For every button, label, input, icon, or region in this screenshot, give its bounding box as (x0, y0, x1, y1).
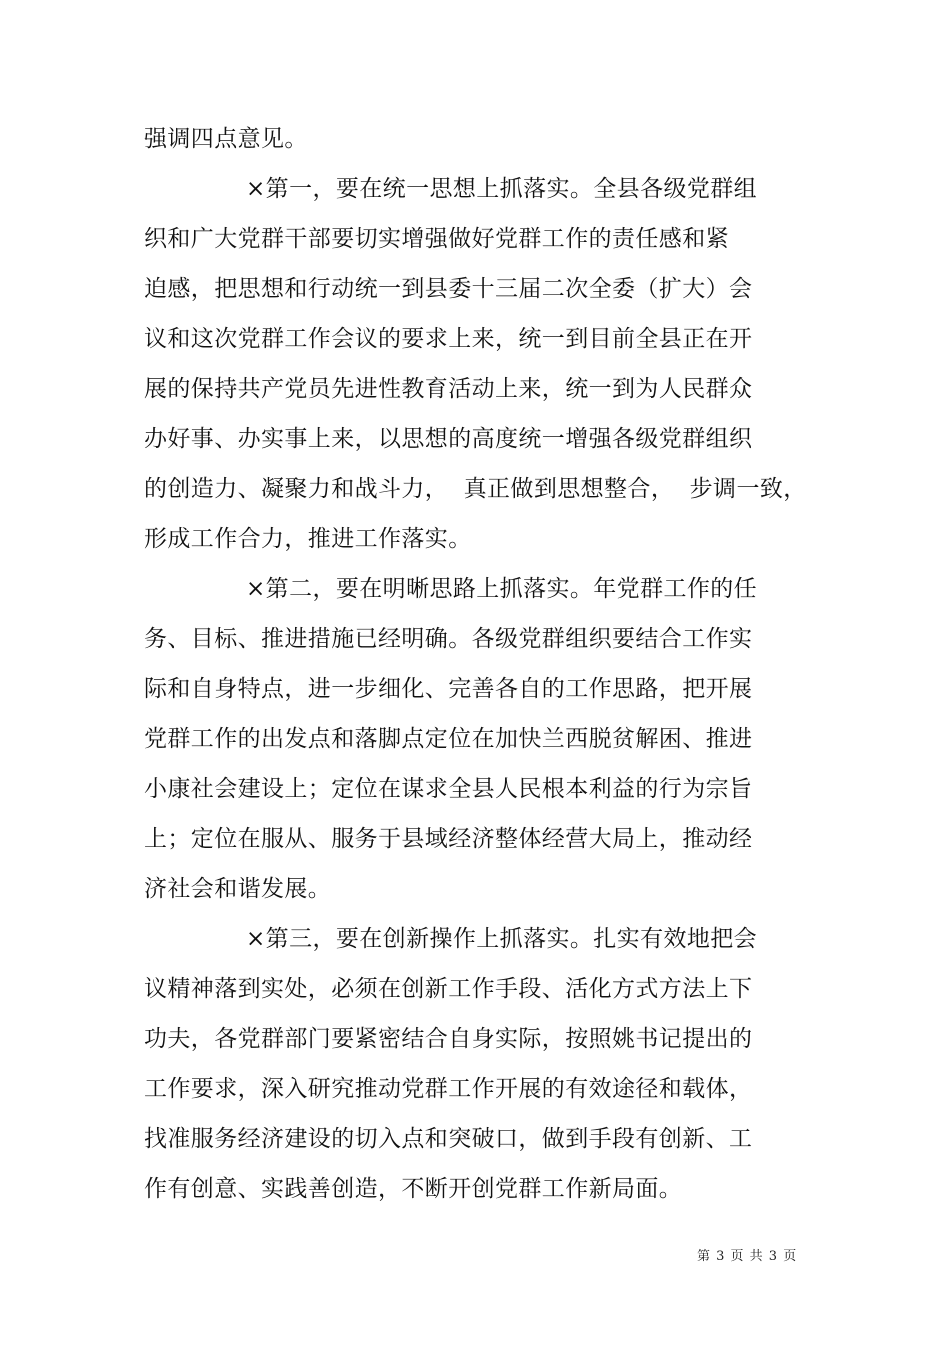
paragraph-line: 强调四点意见。 (144, 126, 308, 152)
paragraph-line: ×第二，要在明晰思路上抓落实。年党群工作的任 (246, 576, 758, 602)
paragraph-line: 务、目标、推进措施已经明确。各级党群组织要结合工作实 (144, 626, 753, 652)
paragraph-line: 议和这次党群工作会议的要求上来，统一到目前全县正在开 (144, 326, 753, 352)
paragraph-line: 小康社会建设上；定位在谋求全县人民根本利益的行为宗旨 (144, 776, 753, 802)
paragraph-line: 际和自身特点，进一步细化、完善各自的工作思路，把开展 (144, 676, 753, 702)
page-number-footer: 第 3 页 共 3 页 (697, 1249, 798, 1264)
paragraph-line: 议精神落到实处，必须在创新工作手段、活化方式方法上下 (144, 976, 753, 1002)
paragraph-line: 济社会和谐发展。 (144, 876, 332, 902)
paragraph-line: 织和广大党群干部要切实增强做好党群工作的责任感和紧 (144, 226, 729, 252)
paragraph-line: 上；定位在服从、服务于县域经济整体经营大局上，推动经 (144, 826, 753, 852)
paragraph-line: 工作要求，深入研究推动党群工作开展的有效途径和载体， (144, 1076, 753, 1102)
paragraph-line: 办好事、办实事上来，以思想的高度统一增强各级党群组织 (144, 426, 753, 452)
paragraph-line: ×第三，要在创新操作上抓落实。扎实有效地把会 (246, 926, 758, 952)
paragraph-line: 找准服务经济建设的切入点和突破口，做到手段有创新、工 (144, 1126, 753, 1152)
paragraph-line: 的创造力、凝聚力和战斗力， 真正做到思想整合， 步调一致， (144, 476, 807, 502)
paragraph-line: 党群工作的出发点和落脚点定位在加快兰西脱贫解困、推进 (144, 726, 753, 752)
paragraph-line: ×第一，要在统一思想上抓落实。全县各级党群组 (246, 176, 758, 202)
paragraph-line: 形成工作合力，推进工作落实。 (144, 526, 472, 552)
paragraph-line: 迫感，把思想和行动统一到县委十三届二次全委（扩大）会 (144, 276, 753, 302)
paragraph-line: 作有创意、实践善创造，不断开创党群工作新局面。 (144, 1176, 683, 1202)
paragraph-line: 功夫，各党群部门要紧密结合自身实际，按照姚书记提出的 (144, 1026, 753, 1052)
paragraph-line: 展的保持共产党员先进性教育活动上来，统一到为人民群众 (144, 376, 753, 402)
